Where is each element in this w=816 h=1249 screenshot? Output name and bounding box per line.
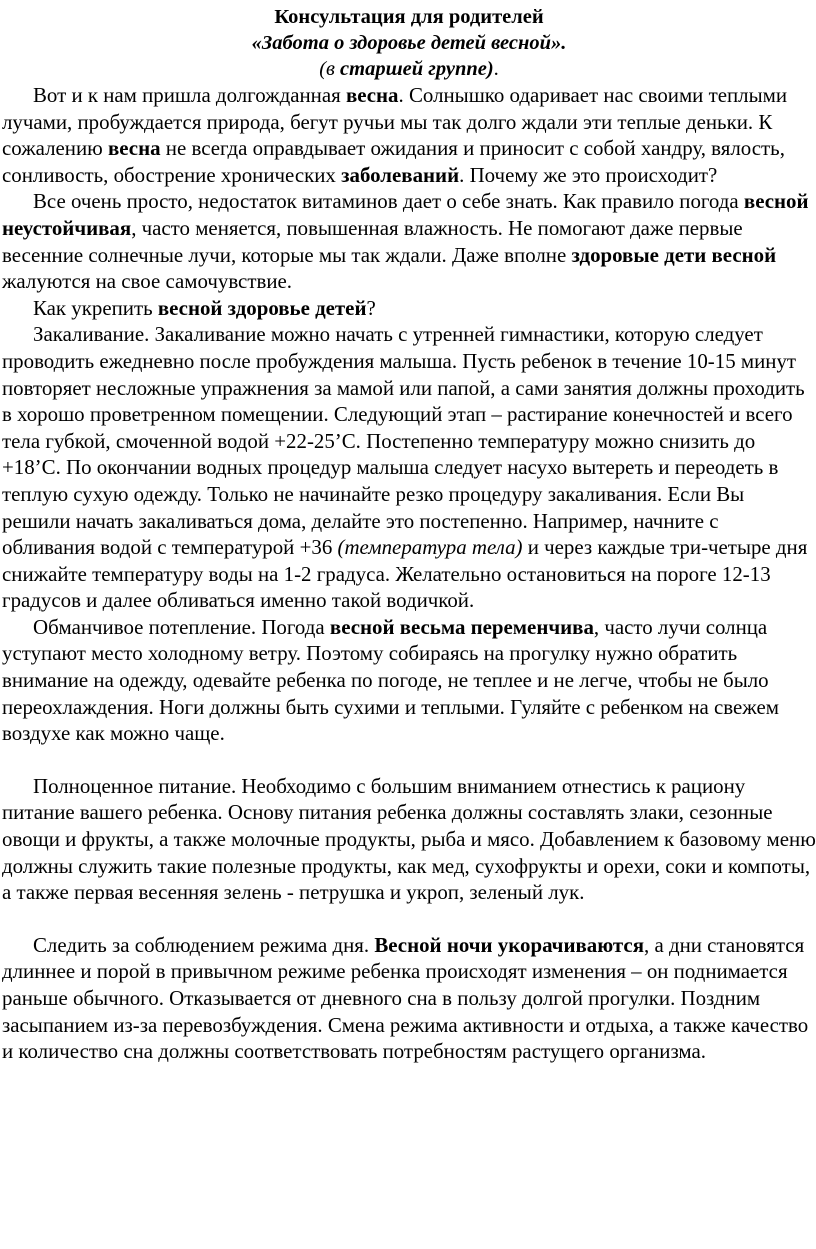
paragraph-nutrition <box>2 773 816 906</box>
emphasis: весной весьма переменчива <box>329 614 594 639</box>
paragraph-routine <box>2 932 816 1065</box>
text-run: , часто меняется, повышенная влажность. Не помогают даже первые весенние солнечные лучи, которые мы так ждали. Даже вполне <box>2 215 743 267</box>
paragraph-intro <box>2 82 816 188</box>
text-run: Полноценное питание. Необходимо с большим вниманием отнестись к рациону питание вашего ребенка. Основу питания ребенка должны составлять злаки, сезонные овощи и фрукты, а также молочные продукты, рыба и мясо. Добавлением к базовому меню должны служить такие полезные продукты, как мед, сухофрукты и орехи, соки и компоты, а также первая весенняя зелень - петрушка и укроп, зеленый лук. <box>2 773 816 905</box>
doc-group-line <box>2 56 816 82</box>
group-open: (в <box>319 58 341 80</box>
emphasis: весна <box>107 136 161 161</box>
emphasis: Весной ночи укорачиваются <box>374 932 645 957</box>
text-run: Как укрепить <box>33 295 158 320</box>
text-run: жалуются на свое самочувствие. <box>2 269 293 294</box>
italic-note: (температура тела) <box>337 535 523 560</box>
emphasis: весной неустойчивая <box>2 189 809 240</box>
emphasis: заболеваний <box>341 162 460 187</box>
text-run: . Солнышко одаривает нас своими теплыми лучами, пробуждается природа, бегут ручьи мы так долго ждали эти теплые деньки. К сожалению <box>2 83 788 161</box>
text-run: . Почему же это происходит? <box>459 162 718 187</box>
doc-title: Консультация для родителей <box>274 6 544 28</box>
text-run: ? <box>366 295 376 320</box>
text-run: Вот и к нам пришла долгожданная <box>33 83 346 107</box>
text-run: и через каждые три-четыре дня снижайте температуру воды на 1-2 градуса. Желательно остановиться на пороге 12-13 градусов и далее обливаться именно такой водичкой. <box>2 535 808 613</box>
paragraph-weather <box>2 614 816 747</box>
text-run: Обманчивое потепление. Погода <box>33 614 330 639</box>
group-close: . <box>493 58 499 80</box>
emphasis: весна <box>345 83 399 107</box>
text-run: , часто лучи солнца уступают место холодному ветру. Поэтому собираясь на прогулку нужно обратить внимание на одежду, одевайте ребенка по погоде, не теплее и не легче, чтобы не было переохлаждения. Ноги должны быть сухими и теплыми. Гуляйте с ребенком на свежем воздухе как можно чаще. <box>2 614 779 746</box>
text-run: , а дни становятся длиннее и порой в привычном режиме ребенка происходят изменения – он поднимается раньше обычного. Отказывается от дневного сна в пользу долгой прогулки. Поздним засыпанием из-за перевозбуждения. Смена режима активности и отдыха, а также качество и количество сна должны соответствовать потребностям растущего организма. <box>2 932 809 1064</box>
group-name: старшей группе) <box>340 58 494 80</box>
document-body <box>2 82 816 1065</box>
doc-subtitle: «Забота о здоровье детей весной». <box>251 32 567 54</box>
text-run: Все очень просто, недостаток витаминов дает о себе знать. Как правило погода <box>33 189 744 214</box>
paragraph-question <box>2 295 816 322</box>
emphasis: весной здоровье детей <box>157 295 367 320</box>
paragraph-hardening <box>2 321 816 614</box>
text-run: Закаливание. Закаливание можно начать с утренней гимнастики, которую следует проводить ежедневно после пробуждения малыша. Пусть ребенок в течение 10-15 минут повторяет несложные упражнения за мамой или папой, а сами занятия должны проходить в хорошо проветренном помещении. Следующий этап – растирание конечностей и всего тела губкой, смоченной водой +22-25’С. Постепенно температуру можно снизить до +18’С. По окончании водных процедур малыша следует насухо вытереть и переодеть в теплую сухую одежду. Только не начинайте резко процедуру закаливания. Если Вы решили начать закаливаться дома, делайте это постепенно. Например, начните с обливания водой с температурой +36 <box>2 322 805 560</box>
emphasis: здоровые дети весной <box>571 242 777 267</box>
paragraph-vitamins <box>2 188 816 294</box>
text-run: не всегда оправдывает ожидания и приносит с собой хандру, вялость, сонливость, обострение хронических <box>2 136 785 187</box>
text-run: Следить за соблюдением режима дня. <box>33 932 375 957</box>
